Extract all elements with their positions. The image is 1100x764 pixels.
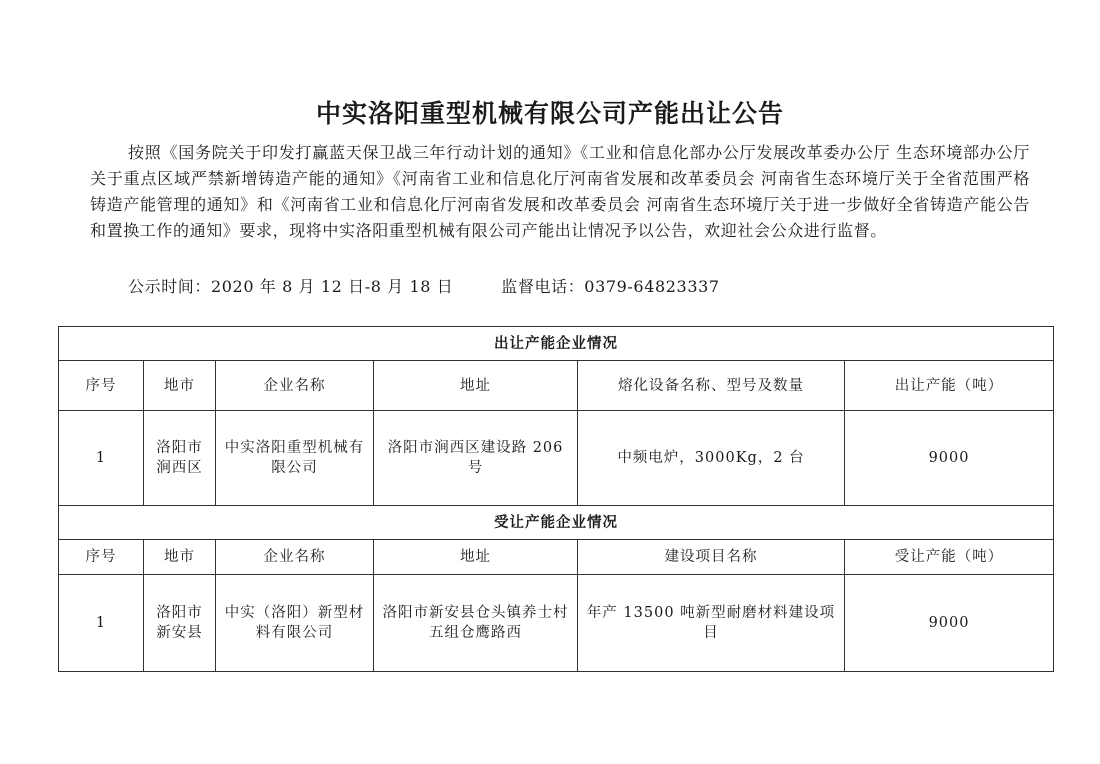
table-row bbox=[59, 575, 1054, 672]
row-city: 洛阳市新安县 bbox=[144, 575, 216, 672]
row-equipment: 中频电炉，3000Kg，2 台 bbox=[578, 411, 845, 506]
header-cell: 企业名称 bbox=[216, 540, 374, 575]
header-cell: 序号 bbox=[59, 540, 144, 575]
transfer-in-section-row bbox=[59, 506, 1054, 540]
row-number: 1 bbox=[59, 411, 144, 506]
announcement-body bbox=[90, 140, 1030, 244]
header-cell: 地址 bbox=[374, 361, 578, 411]
transfer-in-header-row bbox=[59, 540, 1054, 575]
notice-line bbox=[128, 274, 720, 300]
page-title: 中实洛阳重型机械有限公司产能出让公告 bbox=[315, 99, 784, 128]
header-cell: 地市 bbox=[144, 361, 216, 411]
header-cell: 建设项目名称 bbox=[578, 540, 845, 575]
transfer-in-section-title: 受让产能企业情况 bbox=[59, 506, 1054, 540]
header-cell: 受让产能（吨） bbox=[845, 540, 1054, 575]
row-project: 年产 13500 吨新型耐磨材料建设项目 bbox=[578, 575, 845, 672]
header-cell: 地市 bbox=[144, 540, 216, 575]
supervision-phone: 监督电话：0379-64823337 bbox=[501, 277, 720, 296]
header-cell: 地址 bbox=[374, 540, 578, 575]
row-company: 中实洛阳重型机械有限公司 bbox=[216, 411, 374, 506]
header-cell: 序号 bbox=[59, 361, 144, 411]
table-row bbox=[59, 411, 1054, 506]
row-address: 洛阳市涧西区建设路 206 号 bbox=[374, 411, 578, 506]
capacity-table bbox=[58, 326, 1054, 672]
transfer-out-section-row bbox=[59, 327, 1054, 361]
transfer-out-section-title: 出让产能企业情况 bbox=[59, 327, 1054, 361]
header-cell: 企业名称 bbox=[216, 361, 374, 411]
header-cell: 出让产能（吨） bbox=[845, 361, 1054, 411]
row-company: 中实（洛阳）新型材料有限公司 bbox=[216, 575, 374, 672]
intro-paragraph: 按照《国务院关于印发打赢蓝天保卫战三年行动计划的通知》《工业和信息化部办公厅发展改革委办公厅 生态环境部办公厅关于重点区域严禁新增铸造产能的通知》《河南省工业和信息化厅河南省发展和改革委员会 河南省生态环境厅关于全省范围严格铸造产能管理的通知》和《河南省工业和信息化厅河南省发展和改革委员会 河南省生态环境厅关于进一步做好全省铸造产能公告和置换工作的通知》要求，现将中实洛阳重型机械有限公司产能出让情况予以公告，欢迎社会公众进行监督。 bbox=[90, 143, 1030, 240]
notice-period: 公示时间：2020 年 8 月 12 日-8 月 18 日 bbox=[128, 277, 454, 296]
row-capacity: 9000 bbox=[845, 575, 1054, 672]
row-capacity: 9000 bbox=[845, 411, 1054, 506]
header-cell: 熔化设备名称、型号及数量 bbox=[578, 361, 845, 411]
transfer-out-header-row bbox=[59, 361, 1054, 411]
row-address: 洛阳市新安县仓头镇养士村五组仓鹰路西 bbox=[374, 575, 578, 672]
row-city: 洛阳市涧西区 bbox=[144, 411, 216, 506]
row-number: 1 bbox=[59, 575, 144, 672]
